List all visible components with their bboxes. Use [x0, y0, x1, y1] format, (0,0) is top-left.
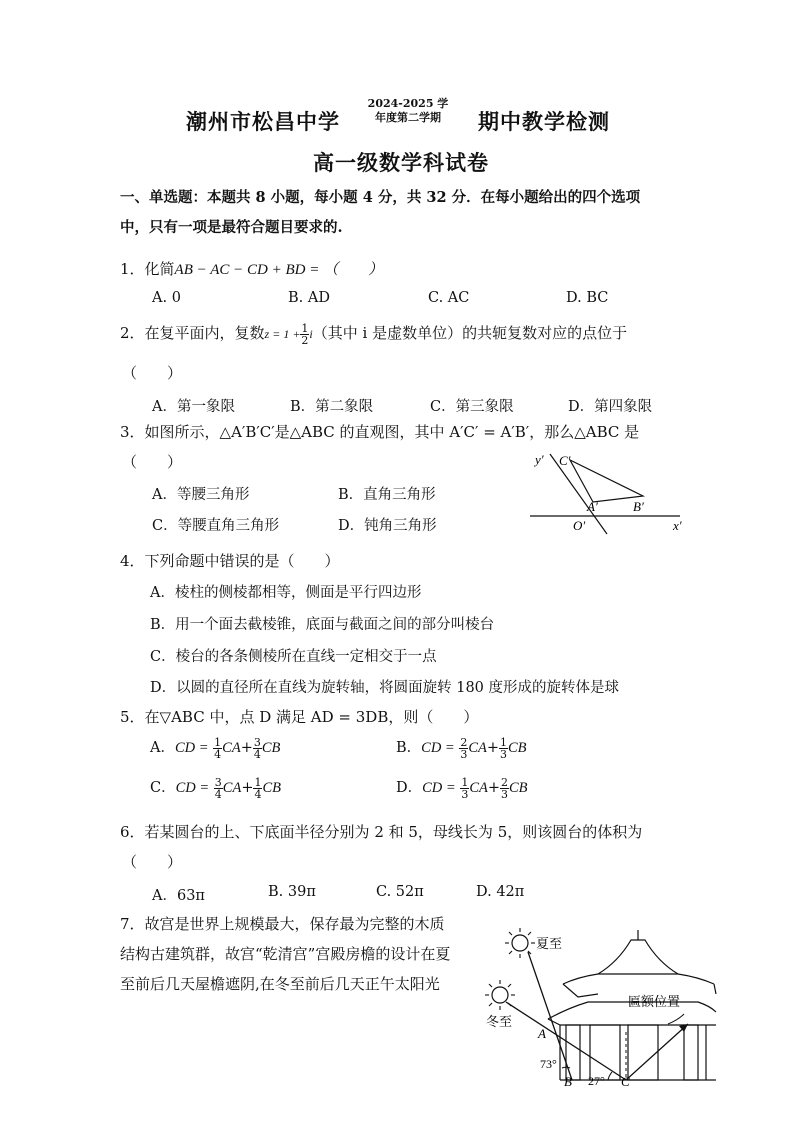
q2-option-c: C．第三象限: [430, 399, 514, 415]
reflected-ray: [626, 1024, 688, 1080]
q5b-label: B．: [396, 740, 422, 756]
q5a-den1: 4: [214, 747, 222, 761]
q5a-frac2: [253, 737, 262, 760]
exam-name: 期中教学检测: [478, 109, 610, 134]
q3-option-a: A．等腰三角形: [152, 487, 250, 503]
summer-sun-icon: [505, 928, 535, 958]
label-y: y′: [535, 452, 544, 467]
section-heading-line2: 中，只有一项是最符合题目要求的.: [120, 219, 343, 236]
label-angle-73: 73°: [540, 1057, 557, 1071]
q5b-frac2: [499, 737, 508, 760]
q4-option-b: B．用一个面去截棱锥，底面与截面之间的部分叫棱台: [150, 617, 495, 633]
plaque-pointer: [668, 1014, 684, 1024]
q5c-vec2: CB: [262, 780, 281, 796]
school-year-line1: 2024-2025 学: [367, 97, 449, 110]
q5d-num2: 2: [501, 775, 508, 789]
q5c-frac1: [214, 777, 223, 800]
q5a-den2: 4: [253, 747, 261, 761]
label-summer: 夏至: [536, 936, 563, 951]
q3-option-b: B．直角三角形: [338, 487, 436, 503]
label-a: A: [538, 1026, 546, 1041]
label-o: O′: [573, 518, 586, 533]
q5b-den1: 3: [460, 747, 468, 761]
label-angle-27: 27°: [588, 1074, 605, 1088]
q1-option-b: B. AD: [288, 290, 330, 306]
q2-option-b: B．第二象限: [290, 399, 374, 415]
q5b-num2: 1: [500, 735, 508, 749]
q1-expression: AB − AC − CD + BD = （ ）: [174, 262, 384, 278]
palace-roof: [548, 930, 716, 1025]
q6-option-d: D. 42π: [476, 884, 525, 900]
q5c-label: C．: [150, 780, 176, 796]
label-b: B: [564, 1074, 572, 1089]
q1-stem-text: 1．化简: [120, 260, 175, 278]
q2-option-d: D．第四象限: [568, 399, 653, 415]
question-5-stem: 5．在▽ABC 中，点 D 满足 AD = 3DB，则（ ）: [120, 708, 479, 726]
q5b-den2: 3: [500, 747, 508, 761]
q4-option-c: C．棱台的各条侧棱所在直线一定相交于一点: [150, 649, 437, 665]
q2-den: 2: [301, 333, 309, 347]
q5c-lhs: CD =: [175, 780, 210, 796]
question-4-stem: 4．下列命题中错误的是（ ）: [120, 552, 340, 570]
q5a-vec1: CA: [222, 740, 241, 756]
q1-option-a: A. 0: [152, 290, 181, 306]
q4-option-d: D．以圆的直径所在直线为旋转轴，将圆面旋转 180 度形成的旋转体是球: [150, 680, 620, 696]
q5d-vec1: CA: [469, 780, 488, 796]
q3-option-c: C．等腰直角三角形: [152, 518, 280, 534]
q3-option-d: D．钝角三角形: [338, 518, 437, 534]
q5a-num1: 1: [214, 735, 222, 749]
paper-subtitle: 高一级数学科试卷: [313, 150, 489, 175]
q5-option-a: A．CD = $\frac{1}{4}$ CA+ $\frac{3}{4}$ CB: [150, 735, 281, 761]
q5d-lhs: CD =: [422, 780, 456, 796]
q5b-vec2: CB: [508, 740, 527, 756]
q4-option-a: A．棱柱的侧棱都相等，侧面是平行四边形: [150, 585, 422, 601]
q5d-frac1: [460, 777, 469, 800]
label-winter: 冬至: [486, 1014, 513, 1029]
q5b-num1: 2: [460, 735, 468, 749]
label-b: B′: [633, 499, 644, 514]
q5a-frac1: [213, 737, 222, 760]
q2-option-a: A．第一象限: [152, 399, 235, 415]
q5b-lhs: CD =: [421, 740, 455, 756]
q2-num: 1: [301, 321, 309, 335]
label-c: C: [621, 1074, 630, 1089]
label-c: C′: [559, 453, 571, 468]
q2-paren: （ ）: [122, 364, 183, 382]
q5-option-b: B．CD = $\frac{2}{3}$ CA+ $\frac{1}{3}$ CB: [396, 735, 527, 761]
q6-option-b: B. 39π: [268, 884, 316, 900]
question-7-line3: 至前后几天屋檐遮阴,在冬至前后几天正午太阳光: [120, 975, 440, 993]
q1-option-c: C. AC: [428, 290, 470, 306]
q2-z-lhs: z = 1 +: [264, 327, 301, 341]
q5a-lhs: CD =: [174, 740, 209, 756]
question-1-stem: [120, 258, 383, 279]
q5a-label: A．: [150, 740, 175, 756]
q5d-den2: 3: [501, 787, 508, 801]
q5-option-c: C．CD = $\frac{3}{4}$ CA+ $\frac{1}{4}$ CB: [150, 775, 281, 801]
label-x: x′: [673, 518, 682, 533]
label-a: A′: [587, 499, 598, 514]
q5a-num2: 3: [253, 735, 261, 749]
q5b-vec1: CA: [468, 740, 487, 756]
q6-paren: （ ）: [122, 853, 183, 871]
q5c-vec1: CA: [222, 780, 242, 796]
section-heading-line1: 一、单选题：本题共 8 小题，每小题 4 分，共 32 分．在每小题给出的四个选项: [120, 189, 641, 206]
question-7-line1: 7．故宫是世界上规模最大，保存最为完整的木质: [120, 915, 445, 933]
q7-figure: [478, 922, 718, 1092]
question-3-stem: 3．如图所示，△A′B′C′是△ABC 的直观图，其中 A′C′ = A′B′，那么△ABC 是: [120, 423, 640, 441]
question-2-stem: [120, 322, 627, 346]
q5d-vec2: CB: [509, 780, 528, 796]
q5b-frac1: [459, 737, 468, 760]
school-year-line2: 年度第二学期: [375, 111, 441, 124]
q6-option-c: C. 52π: [376, 884, 424, 900]
q5c-num1: 3: [214, 775, 222, 789]
label-plaque: 匾额位置: [628, 994, 681, 1009]
question-6-stem: 6．若某圆台的上、下底面半径分别为 2 和 5，母线长为 5，则该圆台的体积为: [120, 823, 643, 841]
q1-option-d: D. BC: [566, 290, 609, 306]
q3-figure: [525, 446, 690, 536]
question-7-line2: 结构古建筑群，故宫“乾清宫”宫殿房檐的设计在夏: [120, 945, 451, 963]
q2-i: i: [309, 327, 313, 341]
q5d-frac2: [500, 777, 509, 800]
school-year: [360, 97, 456, 125]
q5d-num1: 1: [461, 775, 469, 789]
q5a-vec2: CB: [261, 740, 281, 756]
q5-option-d: D．CD = $\frac{1}{3}$ CA+ $\frac{2}{3}$ CB: [396, 775, 528, 801]
q5d-den1: 3: [461, 787, 469, 801]
triangle: [570, 460, 643, 502]
q2-stem-a: 2．在复平面内，复数: [120, 324, 265, 342]
school-name: 潮州市松昌中学: [186, 109, 340, 134]
q3-paren: （ ）: [122, 453, 183, 471]
q2-stem-b: （其中 i 是虚数单位）的共轭复数对应的点位于: [312, 324, 628, 342]
q5c-num2: 1: [254, 775, 262, 789]
q5c-den2: 4: [254, 787, 262, 801]
q5d-label: D．: [396, 780, 423, 796]
q6-option-a: A．63π: [152, 888, 205, 904]
q5c-den1: 4: [214, 787, 222, 801]
angle-arc-27: [608, 1072, 612, 1080]
